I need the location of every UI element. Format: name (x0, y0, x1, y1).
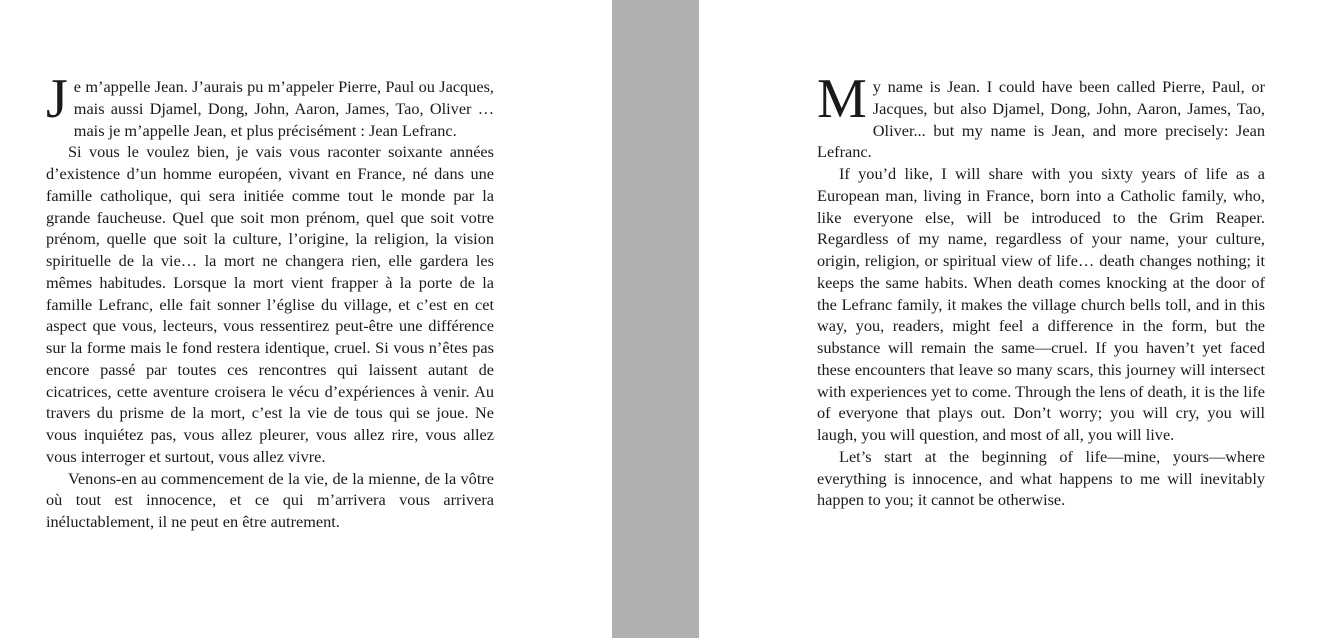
right-paragraph-1 (817, 68, 1265, 163)
left-page-french (46, 68, 494, 533)
right-dropcap: M (817, 68, 867, 130)
right-paragraph-2: If you’d like, I will share with you sixty years of life as a European man, living in France, born into a Catholic family, who, like everyone else, will be introduced to the Grim Reaper. Regardless of my name, regardless of your name, your culture, origin, religion, or spiritual view of life… death changes nothing; it keeps the same habits. When death comes knocking at the door of the Lefranc family, it makes the village church bells toll, and in this way, you, readers, might feel a difference in the form, but the substance will remain the same—cruel. If you haven’t yet faced these encounters that leave so many scars, this journey will intersect with experiences yet to come. Through the lens of death, it is the life of everyone that plays out. Don’t worry; you will cry, you will laugh, you will question, and most of all, you will live. (817, 164, 1265, 444)
left-paragraph-2: Si vous le voulez bien, je vais vous raconter soixante années d’existence d’un homme européen, vivant en France, né dans une famille catholique, qui sera initiée comme tout le monde par la grande faucheuse. Quel que soit mon prénom, quel que soit votre prénom, quelle que soit la culture, l’origine, la religion, la vision spirituelle de la vie… la mort ne changera rien, elle gardera les mêmes habitudes. Lorsque la mort vient frapper à la porte de la famille Lefranc, elle fait sonner l’église du village, et c’est en cet aspect que vous, lecteurs, vous ressentirez peut-être une différence sur la forme mais le fond restera identique, cruel. Si vous n’êtes pas encore passé par toutes ces rencontres qui laissent autant de cicatrices, cette aventure croisera le vécu d’expériences à venir. Au travers du prisme de la mort, c’est la vie de tous qui se joue. Ne vous inquiétez pas, vous allez pleurer, vous allez rire, vous allez vous interroger et surtout, vous allez vivre. (46, 142, 494, 466)
left-paragraph-1-text: e m’appelle Jean. J’aurais pu m’appeler Pierre, Paul ou Jacques, mais aussi Djamel, Dong, John, Aaron, James, Tao, Oliver … mais je m’appelle Jean, et plus précisément : Jean Lefranc. (73, 77, 494, 140)
right-paragraph-1-text: y name is Jean. I could have been called Pierre, Paul, or Jacques, but also Djamel, Dong, John, Aaron, James, Tao, Oliver... but my name is Jean, and more precisely: Jean Lefranc. (817, 77, 1265, 162)
left-paragraph-1 (46, 68, 494, 141)
right-paragraph-3: Let’s start at the beginning of life—mine, yours—where everything is innocence, and what happens to me will inevitably happen to you; it cannot be otherwise. (817, 446, 1265, 510)
right-page-english (817, 68, 1265, 511)
page-gutter (612, 0, 699, 638)
left-dropcap: J (46, 68, 68, 130)
left-paragraph-3: Venons-en au commencement de la vie, de la mienne, de la vôtre où tout est innocence, et ce qui m’arrivera vous arrivera inéluctablement, il ne peut en être autrement. (46, 468, 494, 531)
